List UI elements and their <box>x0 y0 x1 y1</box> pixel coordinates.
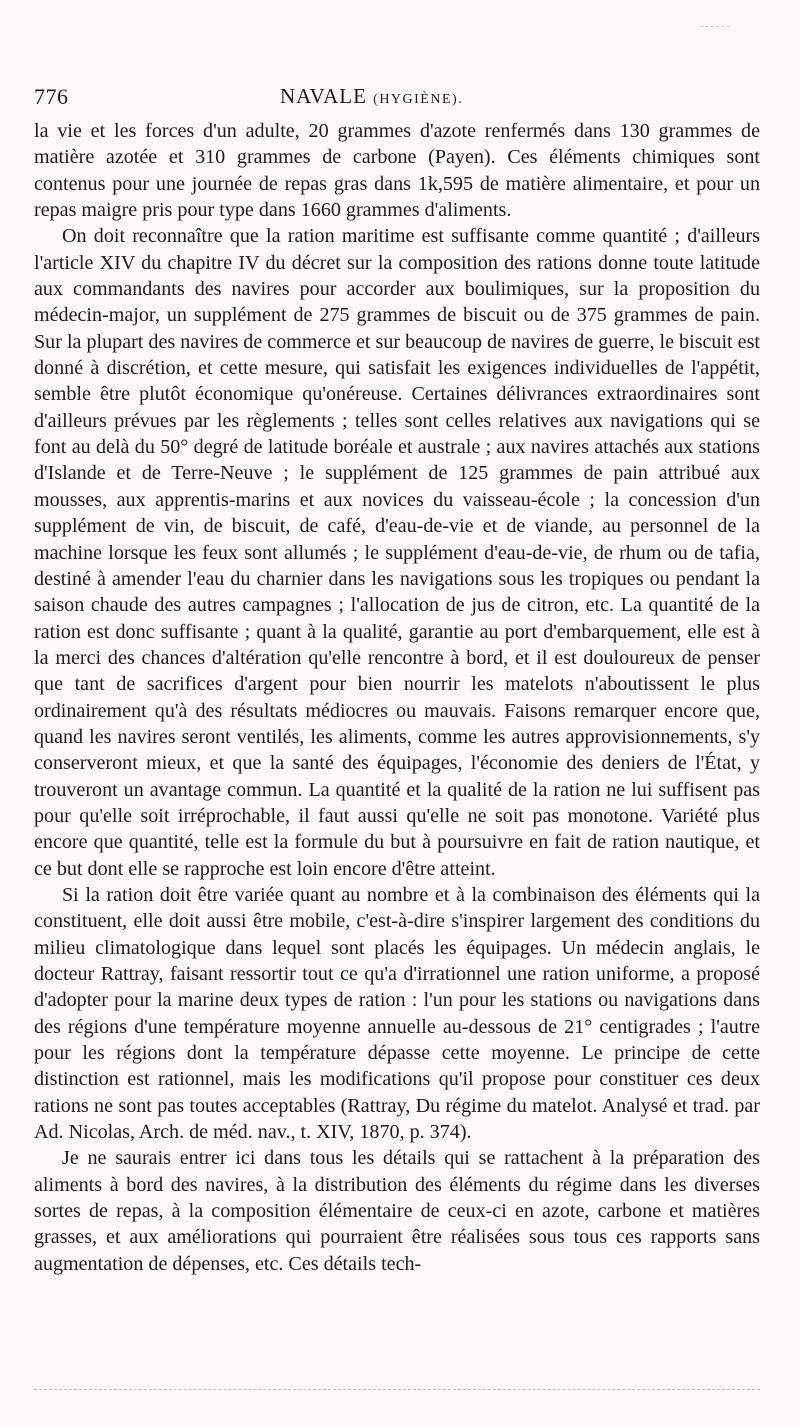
document-page <box>34 84 760 1277</box>
top-margin-mark <box>700 26 730 28</box>
running-head-main: NAVALE <box>280 84 367 108</box>
bottom-scan-rule <box>34 1389 760 1391</box>
paragraph-3: Si la ration doit être variée quant au nombre et à la combinaison des éléments qui la constituent, elle doit aussi être mobile, c'est-à-dire s'inspirer largement des conditions du milieu climatologique dans lequel sont placés les équipages. Un médecin anglais, le docteur Rattray, faisant ressortir tout ce qu'a d'irrationnel une ration uniforme, a proposé d'adopter pour la marine deux types de ration : l'un pour les stations ou navigations dans des régions d'une température moyenne annuelle au-dessous de 21° centigrades ; l'autre pour les régions dont la température dépasse cette moyenne. Le principe de cette distinction est rationnel, mais les modifications qu'il propose pour constituer ces deux rations ne sont pas toutes acceptables (Rattray, Du régime du matelot. Analysé et trad. par Ad. Nicolas, Arch. de méd. nav., t. XIV, 1870, p. 374). <box>34 883 760 1144</box>
page-header <box>34 84 760 118</box>
paragraph-2: On doit reconnaître que la ration maritime est suffisante comme quantité ; d'ailleurs l'article XIV du chapitre IV du décret sur la composition des rations donne toute latitude aux commandants des navires pour accorder aux boulimiques, sur la proposition du médecin-major, un supplément de 275 grammes de biscuit ou de 375 grammes de pain. Sur la plupart des navires de commerce et sur beaucoup de navires de guerre, le biscuit est donné à discrétion, et cette mesure, qui satisfait les exigences individuelles de l'appétit, semble être plutôt économique qu'onéreuse. Certaines délivrances extraordinaires sont d'ailleurs prévues par les règlements ; telles sont celles relatives aux navigations qui se font au delà du 50° degré de latitude boréale et australe ; aux navires attachés aux stations d'Islande et de Terre-Neuve ; le supplément de 125 grammes de pain attribué aux mousses, aux apprentis-marins et aux novices du vaisseau-école ; la concession d'un supplément de vin, de biscuit, de café, d'eau-de-vie et de viande, au personnel de la machine lorsque les feux sont allumés ; le supplément d'eau-de-vie, de rhum ou de tafia, destiné à amender l'eau du charnier dans les navigations sous les tropiques ou pendant la saison chaude des autres campagnes ; l'allocation de jus de citron, etc. La quantité de la ration est donc suffisante ; quant à la qualité, garantie au port d'embarquement, elle est à la merci des chances d'altération qu'elle rencontre à bord, et il est douloureux de penser que tant de sacrifices d'argent pour bien nourrir les matelots n'aboutissent le plus ordinairement qu'à des résultats médiocres ou mauvais. Faisons remarquer encore que, quand les navires seront ventilés, les aliments, comme les autres approvisionnements, s'y conserveront mieux, et que la santé des équipages, l'économie des deniers de l'État, y trouveront un avantage commun. La quantité et la qualité de la ration ne lui suffisent pas pour qu'elle soit irréprochable, il faut aussi qu'elle ne soit pas monotone. Variété plus encore que quantité, telle est la formule du but à poursuivre en fait de ration nautique, et ce but dont elle se rapproche est loin encore d'être atteint. <box>34 225 760 880</box>
running-head <box>280 84 463 109</box>
paragraph-1: la vie et les forces d'un adulte, 20 grammes d'azote renfermés dans 130 grammes de matière azotée et 310 grammes de carbone (Payen). Ces éléments chimiques sont contenus pour une journée de repas gras dans 1k,595 de matière alimentaire, et pour un repas maigre pris pour type dans 1660 grammes d'aliments. <box>34 120 760 222</box>
paragraph-4: Je ne saurais entrer ici dans tous les détails qui se rattachent à la préparation des aliments à bord des navires, à la distribution des éléments du régime dans les diverses sortes de repas, à la composition élémentaire de ceux-ci en azote, carbone et matières grasses, et aux améliorations qui pourraient être réalisées sous tous ces rapports sans augmentation de dépenses, etc. Ces détails tech- <box>34 1147 760 1275</box>
running-head-sub: (HYGIÈNE). <box>373 92 464 107</box>
page-number: 776 <box>34 84 69 109</box>
body-text <box>34 118 760 1277</box>
